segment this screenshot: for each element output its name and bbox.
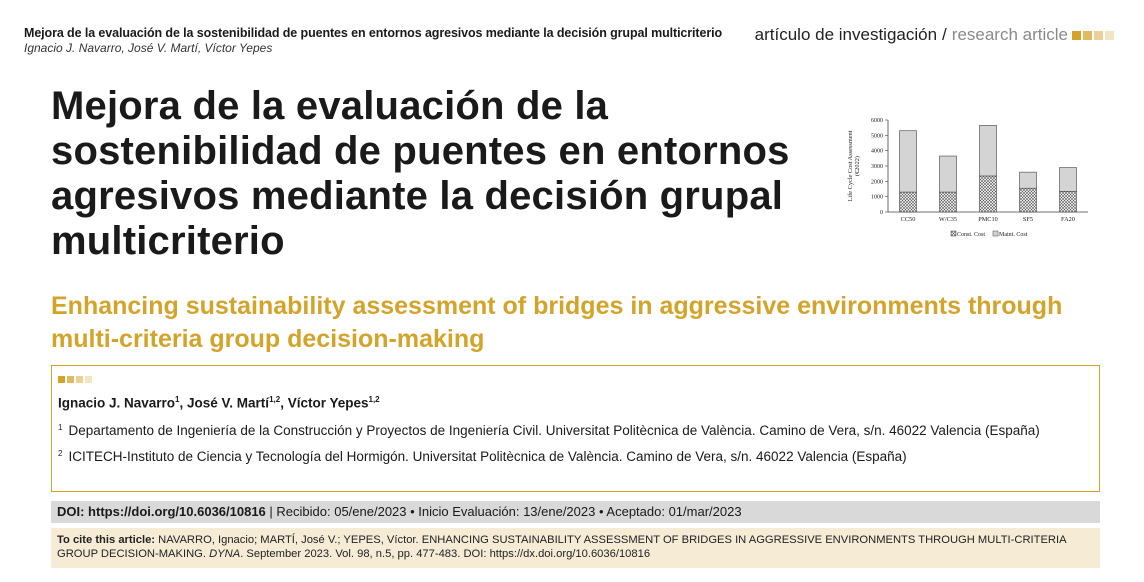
- bar-maint-cost: [1060, 168, 1077, 192]
- citation-text: NAVARRO, Ignacio; MARTÍ, José V.; YEPES, Víctor. ENHANCING SUSTAINABILITY ASSESSMENT OF BRIDGES IN AGGRESSIVE ENVIRONMENTS THROUGH MULTI-CRITERIA GROUP DECISION-MAKING.: [57, 534, 1066, 560]
- running-authors: Ignacio J. Navarro, José V. Martí, Víctor Yepes: [24, 41, 273, 55]
- affiliation-text: Departamento de Ingeniería de la Construcción y Proyectos de Ingeniería Civil. Universitat Politècnica de València. Camino de Vera, s/n. 46022 Valencia (España): [68, 422, 1040, 438]
- bar-maint-cost: [980, 125, 997, 176]
- english-title: Enhancing sustainability assessment of bridges in aggressive environments through multi-criteria group decision-making: [51, 292, 1063, 353]
- y-tick-label: 0: [880, 210, 883, 216]
- affiliation-2: [58, 447, 1093, 466]
- affiliation-1: [58, 421, 1093, 440]
- cost-chart: [838, 112, 1098, 247]
- y-tick-label: 2000: [871, 179, 883, 186]
- y-tick-label: 5000: [871, 133, 883, 140]
- y-axis-label-line-1: Life Cycle Cost Assessment: [847, 130, 854, 202]
- author-affiliation-ref: 1: [175, 395, 180, 404]
- bar-const-cost: [1020, 188, 1037, 212]
- legend-label: Maint. Cost: [999, 232, 1028, 238]
- legend-label: Const. Cost: [957, 232, 986, 238]
- doi-bar: [51, 501, 1100, 523]
- author-affiliation-ref: 1,2: [368, 395, 380, 404]
- x-tick-label: SF5: [1022, 216, 1034, 223]
- y-axis-label-line-2: (€2022): [854, 156, 861, 176]
- affiliation-text: ICITECH-Instituto de Ciencia y Tecnología del Hormigón. Universitat Politècnica de València. Camino de Vera, s/n. 46022 Valencia (España): [68, 448, 907, 464]
- bar-maint-cost: [940, 156, 957, 192]
- author-box: [51, 365, 1100, 492]
- citation-label: To cite this article:: [57, 534, 156, 546]
- square-3: [1094, 31, 1103, 40]
- box-square-3: [76, 376, 83, 383]
- y-tick-label: 3000: [871, 164, 883, 170]
- y-axis-label: [847, 130, 861, 201]
- x-tick-label: PMC10: [978, 216, 998, 223]
- bar-const-cost: [980, 176, 997, 212]
- x-tick-label: CC50: [900, 216, 916, 223]
- x-tick-label: FA20: [1061, 216, 1075, 223]
- article-type-separator: /: [942, 25, 947, 44]
- bar-const-cost: [940, 192, 957, 212]
- x-tick-label: W/C35: [938, 216, 958, 223]
- bar-maint-cost: [1020, 172, 1037, 188]
- doi-separator: |: [265, 504, 277, 519]
- author-separator: ,: [179, 395, 188, 411]
- cost-chart-svg: [838, 112, 1098, 247]
- author-name: José V. Martí: [187, 395, 270, 411]
- square-4: [1105, 31, 1114, 40]
- affiliation-number: 2: [58, 448, 63, 458]
- page-title: Mejora de la evaluación de la sostenibilidad de puentes en entornos agresivos mediante la decisión grupal multicriterio: [51, 84, 790, 263]
- legend-swatch: [951, 231, 956, 236]
- y-tick-label: 6000: [871, 118, 883, 124]
- running-title: Mejora de la evaluación de la sostenibilidad de puentes en entornos agresivos mediante la decisión grupal multicriterio: [24, 26, 723, 40]
- doi-link[interactable]: DOI: https://doi.org/10.6036/10816: [57, 504, 266, 519]
- citation-journal: DYNA: [209, 548, 241, 560]
- box-square-2: [67, 376, 74, 383]
- author-name: Víctor Yepes: [287, 395, 369, 411]
- review-dates: Recibido: 05/ene/2023 • Inicio Evaluación: 13/ene/2023 • Aceptado: 01/mar/2023: [276, 504, 742, 519]
- authors-line: [58, 395, 1093, 411]
- bar-const-cost: [900, 192, 917, 212]
- square-2: [1083, 31, 1092, 40]
- bar-maint-cost: [900, 131, 917, 192]
- decorative-squares: [1072, 31, 1114, 40]
- square-1: [1072, 31, 1081, 40]
- author-name: Ignacio J. Navarro: [58, 395, 176, 411]
- bar-const-cost: [1060, 191, 1077, 212]
- box-square-1: [58, 376, 65, 383]
- author-separator: ,: [280, 395, 288, 411]
- box-square-4: [85, 376, 92, 383]
- y-tick-label: 1000: [871, 194, 883, 201]
- citation-details: . September 2023. Vol. 98, n.5, pp. 477-483. DOI: https://dx.doi.org/10.6036/10816: [240, 548, 651, 560]
- y-tick-label: 4000: [871, 148, 883, 155]
- running-header: [24, 26, 724, 56]
- box-decorative-squares: [58, 376, 1093, 383]
- affiliation-number: 1: [58, 422, 63, 432]
- citation-box: [51, 528, 1100, 568]
- article-type: [755, 25, 1114, 45]
- author-affiliation-ref: 1,2: [269, 395, 281, 404]
- article-type-en: research article: [951, 25, 1068, 44]
- legend-swatch: [993, 231, 998, 236]
- article-type-es: artículo de investigación: [754, 25, 938, 44]
